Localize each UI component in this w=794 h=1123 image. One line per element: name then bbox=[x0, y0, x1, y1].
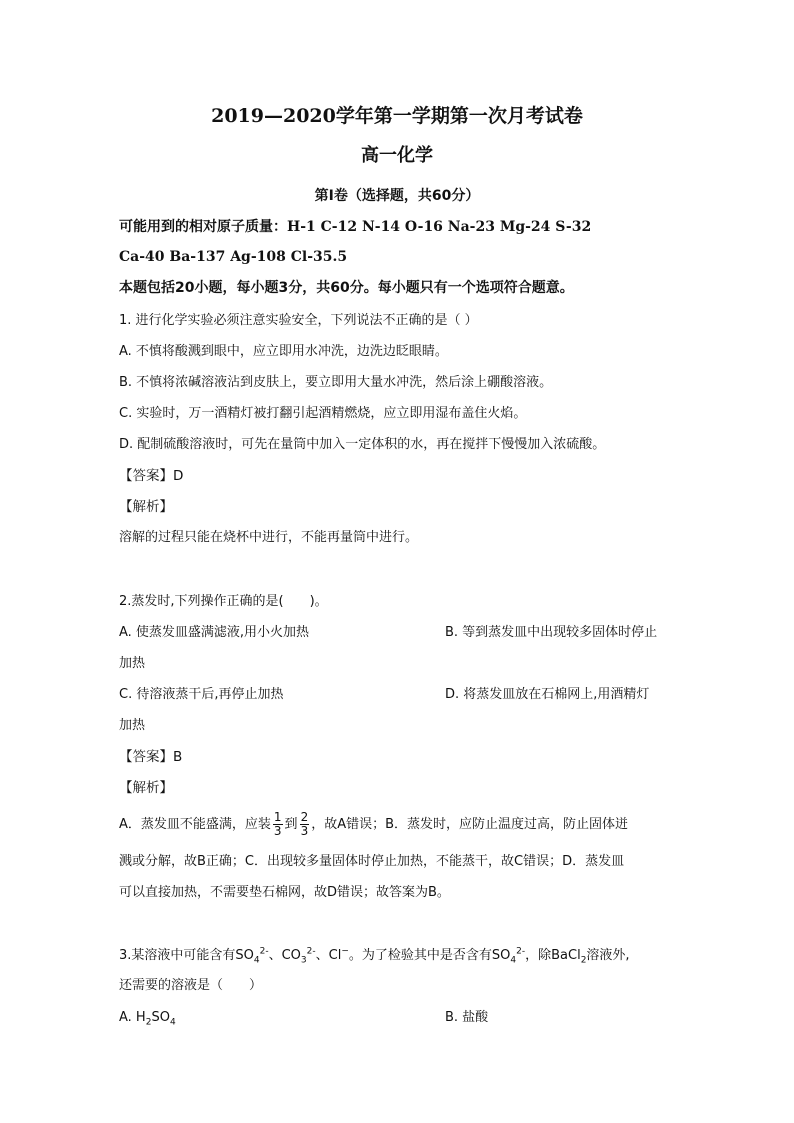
q2-stem: 2.蒸发时,下列操作正确的是( )。 bbox=[119, 594, 328, 609]
subscript: 4 bbox=[253, 955, 260, 966]
fraction-numerator: 1 bbox=[273, 810, 282, 824]
q1-analysis: 溶解的过程只能在烧杯中进行，不能再量筒中进行。 bbox=[119, 530, 419, 545]
answer-value: D bbox=[173, 468, 184, 484]
q1-answer bbox=[119, 467, 183, 485]
q2-option-b: B. 等到蒸发皿中出现较多固体时停止 bbox=[445, 625, 658, 640]
q2-analysis-label: 【解析】 bbox=[119, 780, 173, 796]
stem-text: 、CO bbox=[268, 948, 301, 963]
section-heading: 第Ⅰ卷（选择题，共60分） bbox=[314, 188, 480, 204]
analysis-text: 到 bbox=[284, 817, 298, 832]
answer-label: 【答案】 bbox=[119, 468, 173, 484]
q1-option-d: D. 配制硫酸溶液时，可先在量筒中加入一定体积的水，再在搅拌下慢慢加入浓硫酸。 bbox=[119, 437, 606, 452]
superscript: − bbox=[341, 946, 349, 957]
q2-option-a: A. 使蒸发皿盛满滤液,用小火加热 bbox=[119, 625, 310, 640]
q2-analysis-line-1 bbox=[119, 811, 628, 839]
q3-stem-line-2: 还需要的溶液是（ ） bbox=[119, 978, 263, 993]
fraction-one-third bbox=[273, 811, 283, 838]
stem-text: 3.某溶液中可能含有SO bbox=[119, 948, 254, 963]
q2-option-c: C. 待溶液蒸干后,再停止加热 bbox=[119, 687, 284, 702]
q1-option-c: C. 实验时，万一酒精灯被打翻引起酒精燃烧，应立即用湿布盖住火焰。 bbox=[119, 406, 527, 421]
subscript: 4 bbox=[510, 955, 517, 966]
q1-option-b: B. 不慎将浓碱溶液沾到皮肤上，要立即用大量水冲洗，然后涂上硼酸溶液。 bbox=[119, 375, 553, 390]
superscript: 2- bbox=[516, 946, 526, 957]
subject-title: 高一化学 bbox=[361, 145, 433, 166]
fraction-denominator: 3 bbox=[300, 824, 309, 838]
fraction-denominator: 3 bbox=[273, 824, 282, 838]
subscript: 2 bbox=[145, 1017, 152, 1028]
exam-title: 2019—2020学年第一学期第一次月考试卷 bbox=[211, 105, 583, 127]
answer-label: 【答案】 bbox=[119, 749, 173, 765]
stem-text: 溶液外, bbox=[586, 948, 630, 963]
answer-value: B bbox=[173, 749, 183, 765]
q2-analysis-line-3: 可以直接加热，不需要垫石棉网，故D错误；故答案为B。 bbox=[119, 885, 450, 900]
q2-analysis-line-2: 溅或分解，故B正确；C．出现较多量固体时停止加热，不能蒸干，故C错误；D．蒸发皿 bbox=[119, 854, 625, 869]
superscript: 2- bbox=[259, 946, 269, 957]
q3-stem-line-1 bbox=[119, 947, 630, 965]
superscript: 2- bbox=[306, 946, 316, 957]
q2-option-d: D. 将蒸发皿放在石棉网上,用酒精灯 bbox=[445, 687, 650, 702]
fraction-two-thirds bbox=[300, 811, 310, 838]
atomic-masses-line-1: 可能用到的相对原子质量：H-1 C-12 N-14 O-16 Na-23 Mg-24 S-32 bbox=[119, 219, 592, 235]
option-text: SO bbox=[151, 1010, 170, 1025]
q2-option-b-continued: 加热 bbox=[119, 656, 146, 671]
subscript: 3 bbox=[300, 955, 307, 966]
analysis-text: A．蒸发皿不能盛满，应装 bbox=[119, 817, 271, 832]
fraction-numerator: 2 bbox=[300, 810, 309, 824]
stem-text: 、Cl bbox=[315, 948, 342, 963]
stem-text: 。为了检验其中是否含有SO bbox=[348, 948, 511, 963]
subscript: 2 bbox=[580, 955, 587, 966]
q2-answer bbox=[119, 748, 182, 766]
q1-stem: 1. 进行化学实验必须注意实验安全，下列说法不正确的是（ ） bbox=[119, 313, 478, 328]
q1-analysis-label: 【解析】 bbox=[119, 499, 173, 515]
analysis-text: ，故A错误；B．蒸发时，应防止温度过高，防止固体迸 bbox=[311, 817, 629, 832]
q3-option-a bbox=[119, 1009, 176, 1027]
q3-option-b: B. 盐酸 bbox=[445, 1010, 489, 1025]
option-text: A. H bbox=[119, 1010, 146, 1025]
subscript: 4 bbox=[169, 1017, 176, 1028]
instructions: 本题包括20小题，每小题3分，共60分。每小题只有一个选项符合题意。 bbox=[119, 280, 574, 296]
q1-option-a: A. 不慎将酸溅到眼中，应立即用水冲洗，边洗边眨眼睛。 bbox=[119, 344, 448, 359]
q2-option-d-continued: 加热 bbox=[119, 718, 146, 733]
stem-text: ，除BaCl bbox=[525, 948, 581, 963]
atomic-masses-line-2: Ca-40 Ba-137 Ag-108 Cl-35.5 bbox=[119, 249, 348, 265]
